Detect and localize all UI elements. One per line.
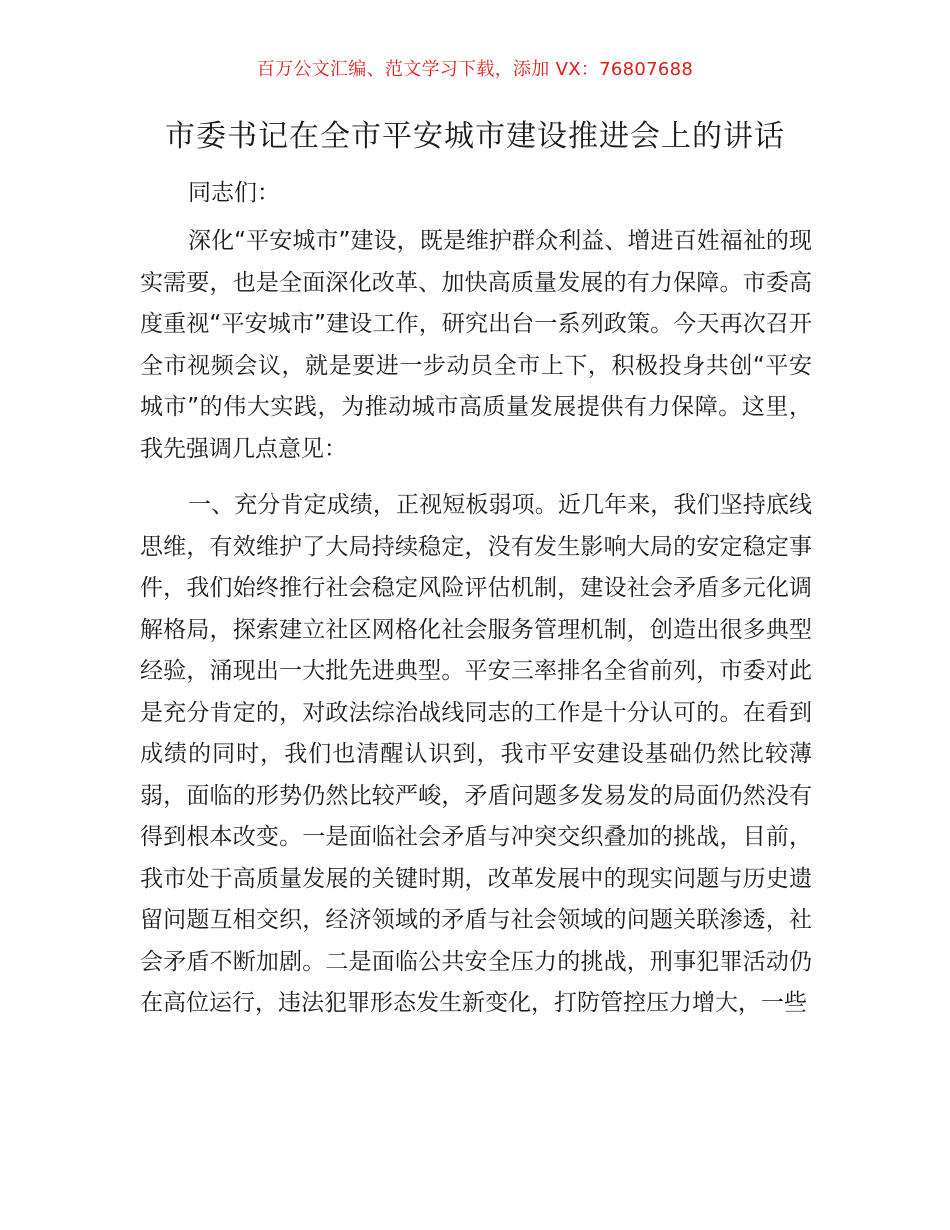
paragraph-section-one: 一、充分肯定成绩，正视短板弱项。近几年来，我们坚持底线思维，有效维护了大局持续稳定，没有发生影响大局的安定稳定事件，我们始终推行社会稳定风险评估机制，建设社会矛盾多元化调解格局，探索建立社区网格化社会服务管理机制，创造出很多典型经验，涌现出一大批先进典型。平安三率排名全省前列，市委对此是充分肯定的，对政法综治战线同志的工作是十分认可的。在看到成绩的同时，我们也清醒认识到，我市平安建设基础仍然比较薄弱，面临的形势仍然比较严峻，矛盾问题多发易发的局面仍然没有得到根本改变。一是面临社会矛盾与冲突交织叠加的挑战，目前，我市处于高质量发展的关键时期，改革发展中的现实问题与历史遗留问题互相交织，经济领域的矛盾与社会领域的问题关联渗透，社会矛盾不断加剧。二是面临公共安全压力的挑战，刑事犯罪活动仍在高位运行，违法犯罪形态发生新变化，打防管控压力增大，一些: [140, 492, 812, 1016]
salutation: 同志们：: [188, 180, 280, 206]
watermark-banner: 百万公文汇编、范文学习下载，添加 VX：76807688: [256, 59, 694, 80]
document-body: [140, 172, 812, 1025]
page-title: 市委书记在全市平安城市建设推进会上的讲话: [165, 119, 785, 154]
paragraph-intro: 深化“平安城市”建设，既是维护群众利益、增进百姓福祉的现实需要，也是全面深化改革、加快高质量发展的有力保障。市委高度重视“平安城市”建设工作，研究出台一系列政策。今天再次召开全市视频会议，就是要进一步动员全市上下，积极投身共创“平安城市”的伟大实践，为推动城市高质量发展提供有力保障。这里，我先强调几点意见：: [140, 228, 812, 462]
